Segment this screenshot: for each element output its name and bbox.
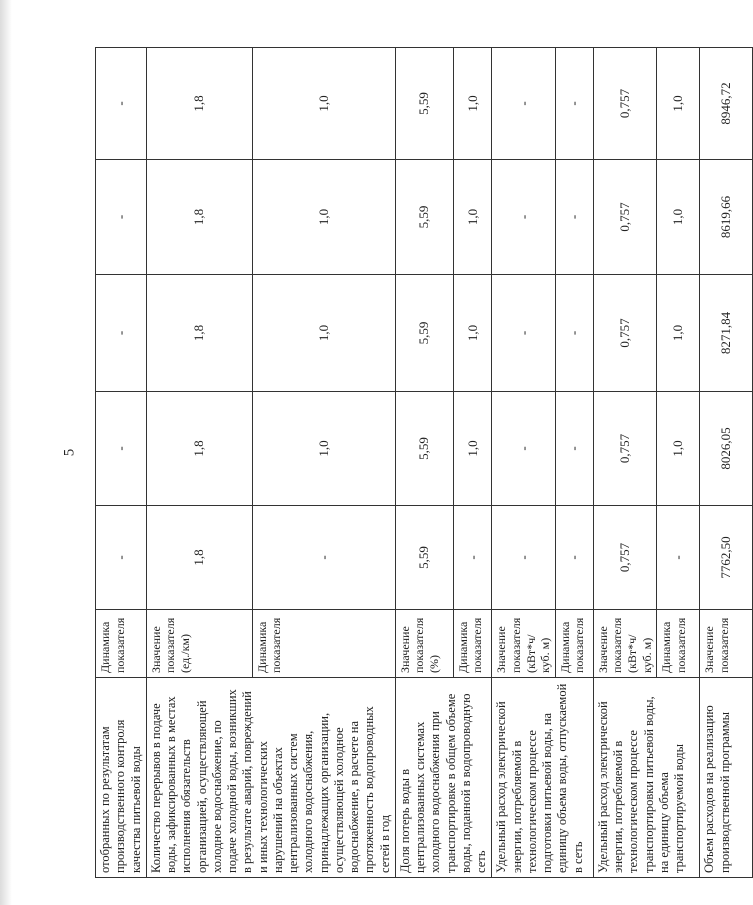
value-cell: 5,59 [395,48,453,160]
value-cell: 1,0 [453,392,491,506]
value-cell: 1,0 [657,160,700,275]
value-cell: - [657,506,700,610]
value-cell: 0,757 [593,392,657,506]
rotated-table-container [95,48,734,878]
value-cell: 1,0 [453,160,491,275]
indicator-cell: Доля потерь воды в централизованных системах холодного водоснабжения при транспортировке в общем объеме воды, поданной в водопроводную сеть [395,678,492,878]
scan-edge-shadow [0,0,12,905]
value-cell: 1,0 [657,392,700,506]
unit-cell: Значение показателя [700,610,753,678]
value-cell: - [453,506,491,610]
unit-cell: Значение показателя (%) [395,610,453,678]
value-cell: - [96,275,147,392]
unit-cell: Значение показателя (ед./км) [146,610,252,678]
value-cell: 0,757 [593,506,657,610]
value-cell: - [555,275,593,392]
unit-cell: Значение показателя (кВт*ч/куб. м) [492,610,556,678]
unit-cell: Динамика показателя [96,610,147,678]
value-cell: - [96,160,147,275]
value-cell: 0,757 [593,160,657,275]
value-cell: 1,0 [252,275,395,392]
value-cell: - [555,48,593,160]
indicator-cell: Удельный расход электрической энергии, потребляемой в технологическом процессе подготовки питьевой воды, на единицу объема воды, отпускаемой в сеть [492,678,594,878]
unit-cell: Динамика показателя [555,610,593,678]
value-cell: - [492,160,556,275]
indicator-cell: Удельный расход электрической энергии, потребляемой в технологическом процессе транспортировки питьевой воды, на единицу объема транспортируемой воды [593,678,700,878]
value-cell: 1,0 [657,48,700,160]
unit-cell: Динамика показателя [657,610,700,678]
value-cell: - [96,392,147,506]
value-cell: - [492,275,556,392]
indicator-cell: отобранных по результатам производственного контроля качества питьевой воды [96,678,147,878]
value-cell: - [555,392,593,506]
value-cell: 1,8 [146,392,252,506]
value-cell: - [96,48,147,160]
table-row [593,48,657,878]
value-cell: 1,0 [252,48,395,160]
value-cell: - [252,506,395,610]
table-row [700,48,753,878]
table-row [146,48,252,878]
value-cell: 1,8 [146,48,252,160]
value-cell: 1,8 [146,275,252,392]
table-row [395,48,453,878]
value-cell: 1,0 [252,392,395,506]
value-cell: - [492,48,556,160]
value-cell: - [492,392,556,506]
value-cell: 8946,72 [700,48,753,160]
value-cell: - [492,506,556,610]
value-cell: 5,59 [395,506,453,610]
value-cell: - [555,506,593,610]
unit-cell: Динамика показателя [453,610,491,678]
indicators-table [95,47,753,878]
unit-cell: Динамика показателя [252,610,395,678]
value-cell: 8271,84 [700,275,753,392]
value-cell: 1,8 [146,160,252,275]
value-cell: 1,0 [252,160,395,275]
page-number: 5 [61,448,78,457]
value-cell: 0,757 [593,48,657,160]
value-cell: 1,0 [453,275,491,392]
table-row [492,48,556,878]
value-cell: 1,8 [146,506,252,610]
value-cell: 5,59 [395,275,453,392]
value-cell: 8619,66 [700,160,753,275]
indicator-cell: Объем расходов на реализацию производственной программы [700,678,753,878]
value-cell: 5,59 [395,160,453,275]
value-cell: - [96,506,147,610]
value-cell: 1,0 [453,48,491,160]
value-cell: 7762,50 [700,506,753,610]
indicator-cell: Количество перерывов в подаче воды, зафиксированных в местах исполнения обязательств организацией, осуществляющей холодное водоснабжение, по подаче холодной воды, возникших в результате аварий, повреждений и иных технологических нарушений на объектах централизованных систем холодного водоснабжения, принадлежащих организации, осуществляющей холодное водоснабжение, в расчете на протяженность водопроводных сетей в год [146,678,395,878]
value-cell: 1,0 [657,275,700,392]
value-cell: 0,757 [593,275,657,392]
value-cell: - [555,160,593,275]
value-cell: 8026,05 [700,392,753,506]
unit-cell: Значение показателя (кВт*ч/куб. м) [593,610,657,678]
table-row [96,48,147,878]
value-cell: 5,59 [395,392,453,506]
